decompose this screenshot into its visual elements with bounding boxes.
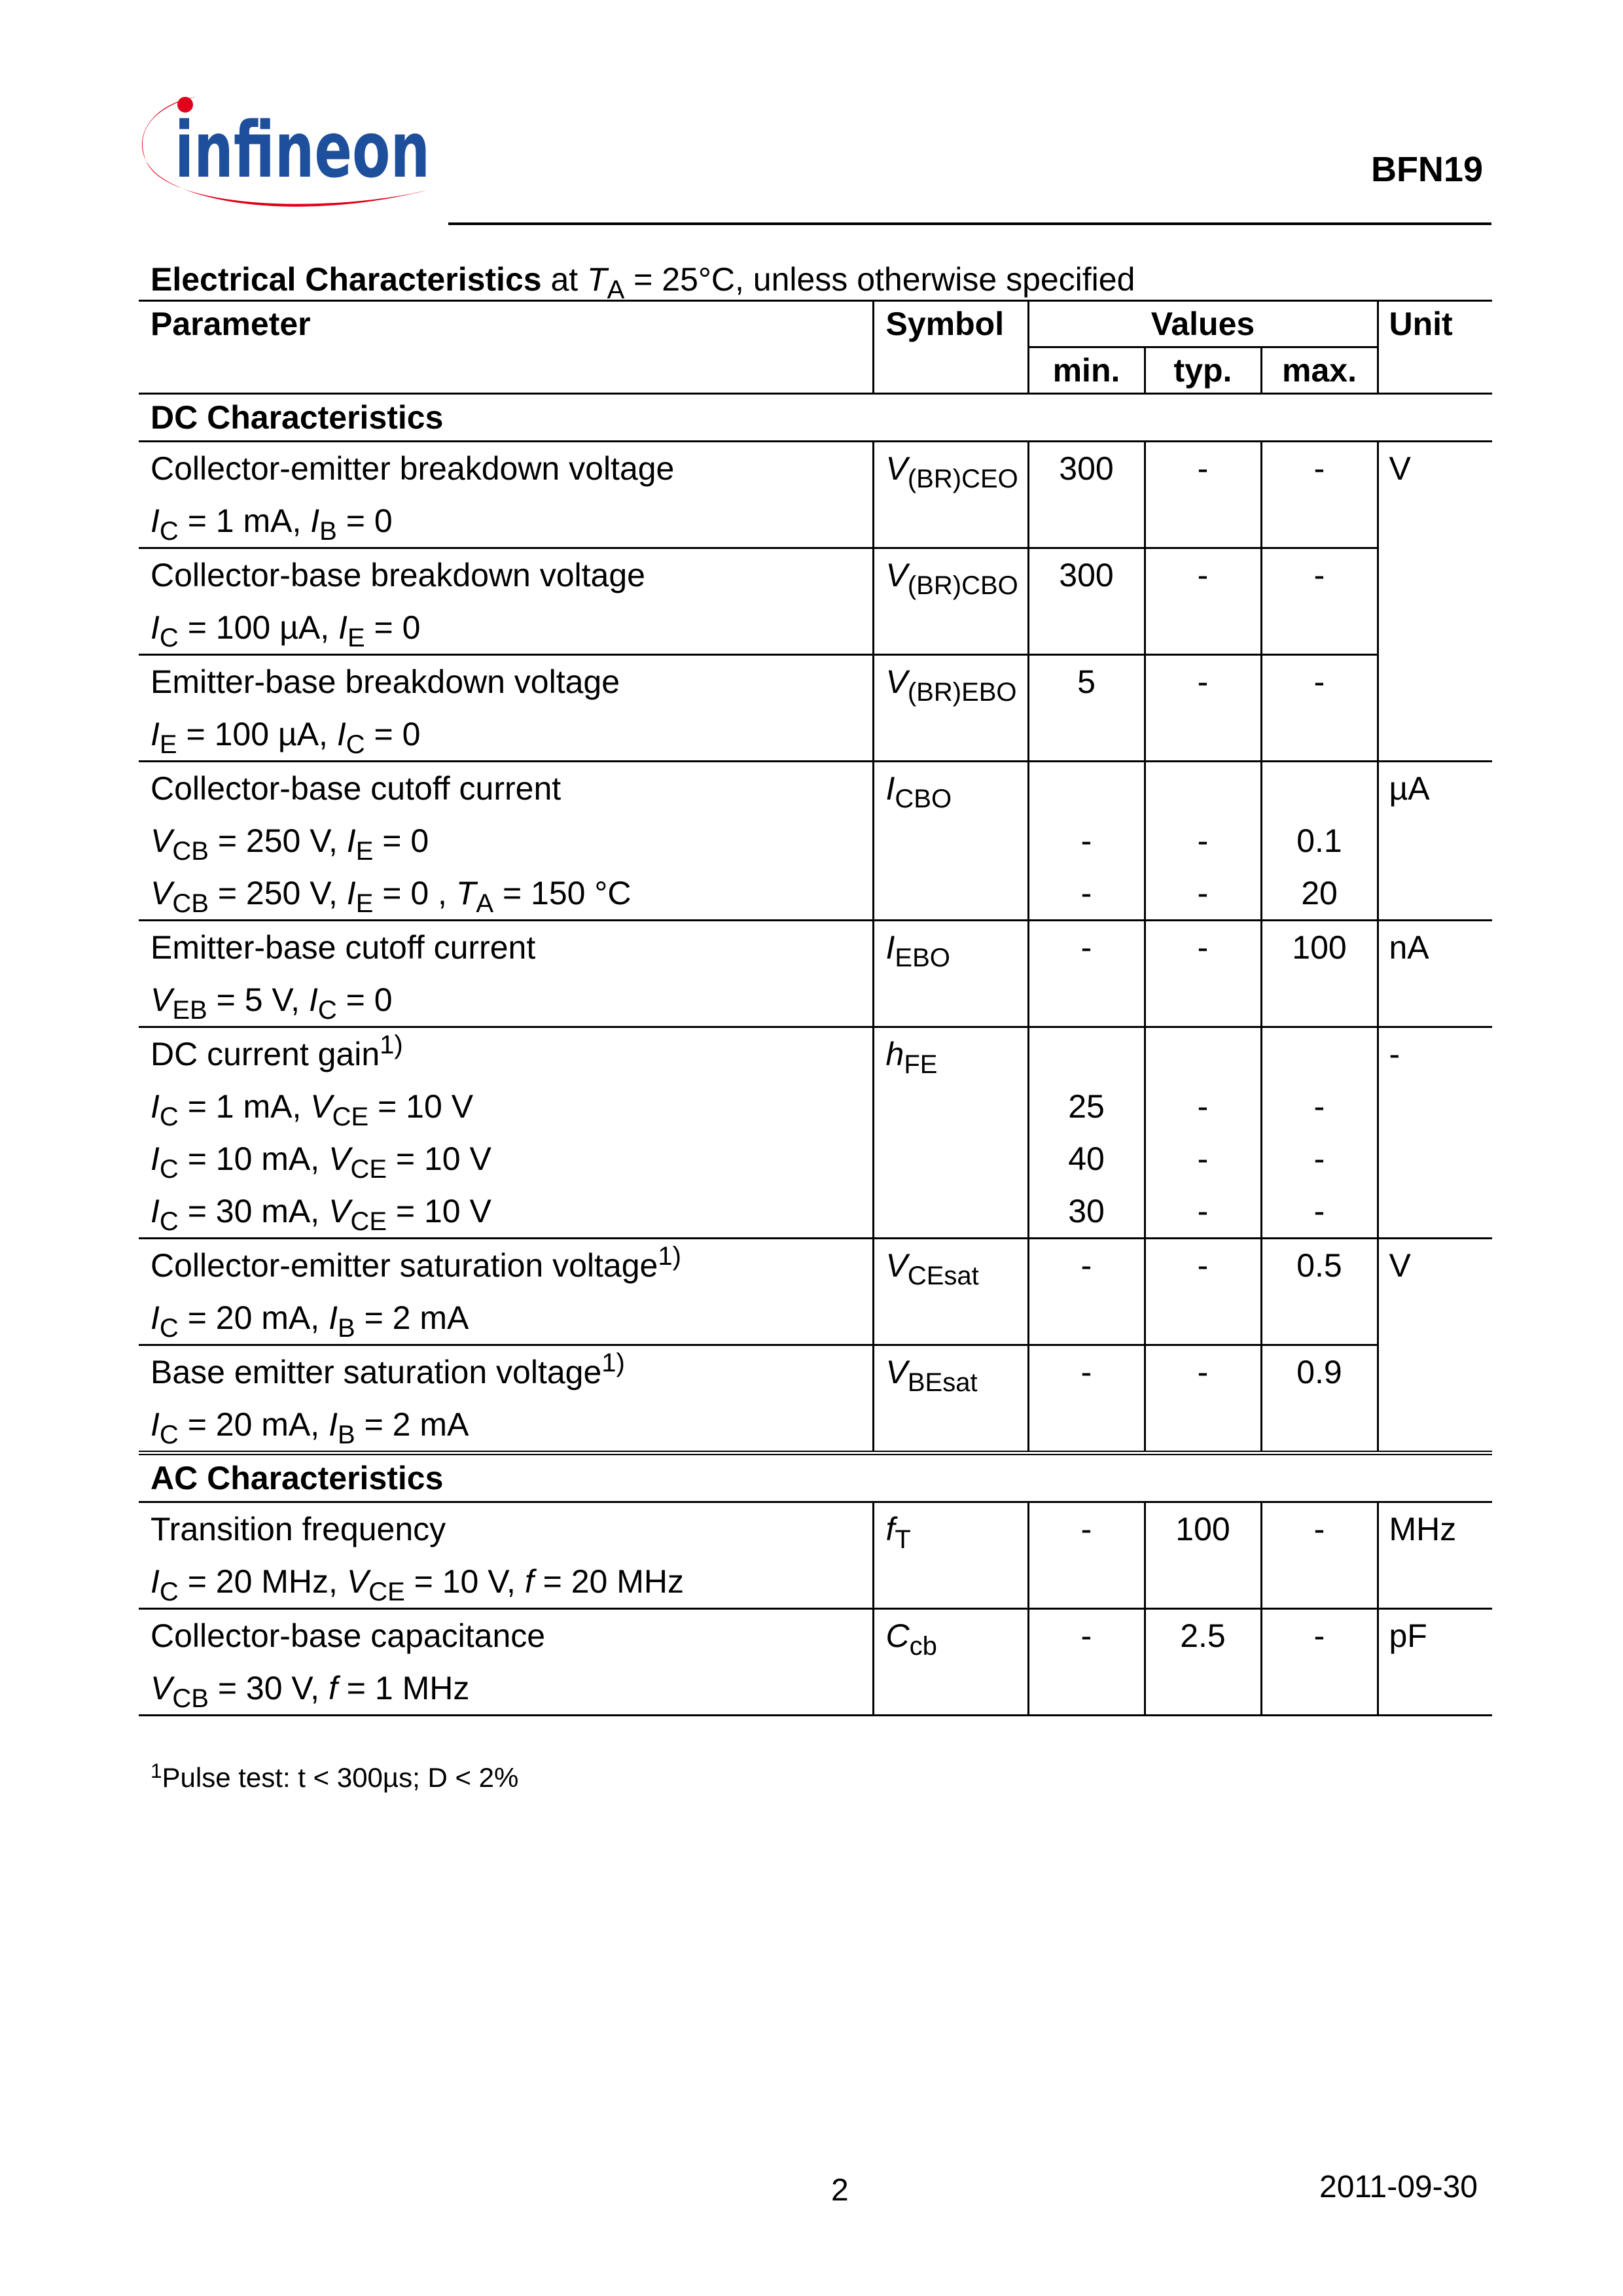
param-name: Collector-emitter saturation voltage$^{1)}$	[151, 1242, 681, 1284]
section-row-dc	[139, 394, 1492, 442]
max-cell: -	[1261, 548, 1378, 655]
param-cell	[139, 1609, 873, 1716]
max-cell: 0.5	[1261, 1239, 1378, 1345]
param-condition: $I_C = 20$ mA, $I_B = 2$ mA	[151, 1299, 469, 1343]
param-condition: $I_C = 1$ mA, $I_B = 0$	[151, 503, 393, 546]
param-cell	[139, 1027, 873, 1239]
caption-ta-symbol: T	[587, 261, 607, 298]
param-condition: $V_{CB} = 250$ V, $I_E = 0$	[151, 822, 429, 866]
table-row	[139, 548, 1492, 655]
unit-cell: V	[1378, 442, 1492, 762]
table-row	[139, 1502, 1492, 1609]
min-cell: -	[1028, 1239, 1145, 1345]
param-name: Collector-base cutoff current	[151, 770, 562, 807]
symbol-cell: $C_{cb}$	[873, 1609, 1028, 1716]
max-cell: 0.1 20	[1261, 762, 1378, 921]
max-cell: - - -	[1261, 1027, 1378, 1239]
unit-cell: V	[1378, 1239, 1492, 1453]
unit-cell: MHz	[1378, 1502, 1492, 1609]
param-cell	[139, 548, 873, 655]
typ-cell: - -	[1145, 762, 1261, 921]
param-name: Base emitter saturation voltage$^{1)}$	[151, 1349, 625, 1390]
caption-ta-sub: A	[607, 275, 625, 304]
caption-rest: = 25°C, unless otherwise specified	[624, 261, 1135, 298]
table-row	[139, 1609, 1492, 1716]
unit-cell: µA	[1378, 762, 1492, 921]
dc-section-title: DC Characteristics	[139, 394, 1492, 442]
param-name: Emitter-base cutoff current	[151, 929, 536, 966]
header-parameter: Parameter	[139, 301, 873, 394]
param-name: Transition frequency	[151, 1511, 446, 1547]
param-cell	[139, 655, 873, 762]
header-min: min.	[1028, 347, 1145, 394]
typ-cell: -	[1145, 1239, 1261, 1345]
table-row	[139, 1239, 1492, 1345]
min-cell: -	[1028, 1502, 1145, 1609]
param-name: Emitter-base breakdown voltage	[151, 663, 620, 700]
max-cell: 100	[1261, 921, 1378, 1027]
header-max: max.	[1261, 347, 1378, 394]
electrical-characteristics-table	[139, 300, 1492, 1716]
unit-cell: nA	[1378, 921, 1492, 1027]
param-condition: $V_{CB} = 250$ V, $I_E = 0$ , $T_A = 150$ °C	[151, 875, 632, 918]
max-cell: 0.9	[1261, 1345, 1378, 1453]
min-cell: 300	[1028, 548, 1145, 655]
symbol-cell: $I_{CBO}$	[873, 762, 1028, 921]
param-condition: $I_C = 20$ MHz, $V_{CE} = 10$ V, f = 20 MHz	[151, 1563, 684, 1606]
typ-cell: -	[1145, 442, 1261, 548]
param-cell	[139, 762, 873, 921]
param-condition: $I_C = 10$ mA, $V_{CE} = 10$ V	[151, 1140, 491, 1184]
symbol-cell: $I_{EBO}$	[873, 921, 1028, 1027]
header-symbol: Symbol	[873, 301, 1028, 394]
header-rule	[448, 222, 1491, 225]
typ-cell: 2.5	[1145, 1609, 1261, 1716]
table-row	[139, 1027, 1492, 1239]
min-cell: -	[1028, 1609, 1145, 1716]
page-number: 2	[831, 2173, 849, 2208]
param-condition: $I_C = 1$ mA, $V_{CE} = 10$ V	[151, 1088, 474, 1131]
symbol-cell: $V_{BEsat}$	[873, 1345, 1028, 1453]
logo-text: infineon	[175, 105, 430, 195]
typ-cell: -	[1145, 1345, 1261, 1453]
param-condition: $I_C = 100$ µA, $I_E = 0$	[151, 609, 421, 652]
typ-cell: 100	[1145, 1502, 1261, 1609]
unit-cell: pF	[1378, 1609, 1492, 1716]
min-cell: -	[1028, 1345, 1145, 1453]
param-condition: $I_C = 20$ mA, $I_B = 2$ mA	[151, 1406, 469, 1449]
symbol-cell: $f_T$	[873, 1502, 1028, 1609]
table-row	[139, 921, 1492, 1027]
min-cell: -	[1028, 921, 1145, 1027]
param-name: DC current gain$^{1)}$	[151, 1031, 403, 1072]
part-number: BFN19	[1370, 150, 1483, 189]
param-cell	[139, 1345, 873, 1453]
document-date: 2011-09-30	[1319, 2170, 1478, 2204]
max-cell: -	[1261, 1609, 1378, 1716]
unit-cell: -	[1378, 1027, 1492, 1239]
table-row	[139, 442, 1492, 548]
header-typ: typ.	[1145, 347, 1261, 394]
footnote	[151, 1758, 519, 1793]
param-name: Collector-emitter breakdown voltage	[151, 450, 675, 487]
min-cell: - -	[1028, 762, 1145, 921]
typ-cell: -	[1145, 921, 1261, 1027]
footnote-mark: 1	[151, 1758, 162, 1782]
param-cell	[139, 442, 873, 548]
param-cell	[139, 1239, 873, 1345]
header-unit: Unit	[1378, 301, 1492, 394]
typ-cell: -	[1145, 548, 1261, 655]
symbol-cell: $V_{(BR)CBO}$	[873, 548, 1028, 655]
symbol-cell: $V_{CEsat}$	[873, 1239, 1028, 1345]
param-condition: $V_{CB} = 30$ V, f = 1 MHz	[151, 1670, 470, 1713]
max-cell: -	[1261, 655, 1378, 762]
min-cell: 25 40 30	[1028, 1027, 1145, 1239]
section-row-ac	[139, 1453, 1492, 1502]
typ-cell: -	[1145, 655, 1261, 762]
symbol-cell: $V_{(BR)CEO}$	[873, 442, 1028, 548]
min-cell: 5	[1028, 655, 1145, 762]
caption-title: Electrical Characteristics	[151, 261, 542, 298]
max-cell: -	[1261, 1502, 1378, 1609]
table-caption	[151, 260, 1135, 304]
max-cell: -	[1261, 442, 1378, 548]
param-condition: $I_E = 100$ µA, $I_C = 0$	[151, 716, 421, 759]
header-row	[139, 301, 1492, 347]
param-name: Collector-base capacitance	[151, 1617, 546, 1654]
symbol-cell: $h_{FE}$	[873, 1027, 1028, 1239]
param-cell	[139, 921, 873, 1027]
typ-cell: - - -	[1145, 1027, 1261, 1239]
min-cell: 300	[1028, 442, 1145, 548]
table-row	[139, 655, 1492, 762]
table-row	[139, 1345, 1492, 1453]
infineon-logo	[134, 79, 461, 229]
table-row	[139, 762, 1492, 921]
header-values: Values	[1028, 301, 1378, 347]
param-cell	[139, 1502, 873, 1609]
param-condition: $V_{EB} = 5$ V, $I_C = 0$	[151, 981, 393, 1025]
param-condition: $I_C = 30$ mA, $V_{CE} = 10$ V	[151, 1193, 491, 1236]
footnote-text: Pulse test: t < 300µs; D < 2%	[162, 1762, 519, 1793]
param-name: Collector-base breakdown voltage	[151, 557, 645, 593]
caption-at: at	[541, 261, 588, 298]
logo-graphic	[134, 79, 461, 229]
symbol-cell: $V_{(BR)EBO}$	[873, 655, 1028, 762]
ac-section-title: AC Characteristics	[139, 1453, 1492, 1502]
